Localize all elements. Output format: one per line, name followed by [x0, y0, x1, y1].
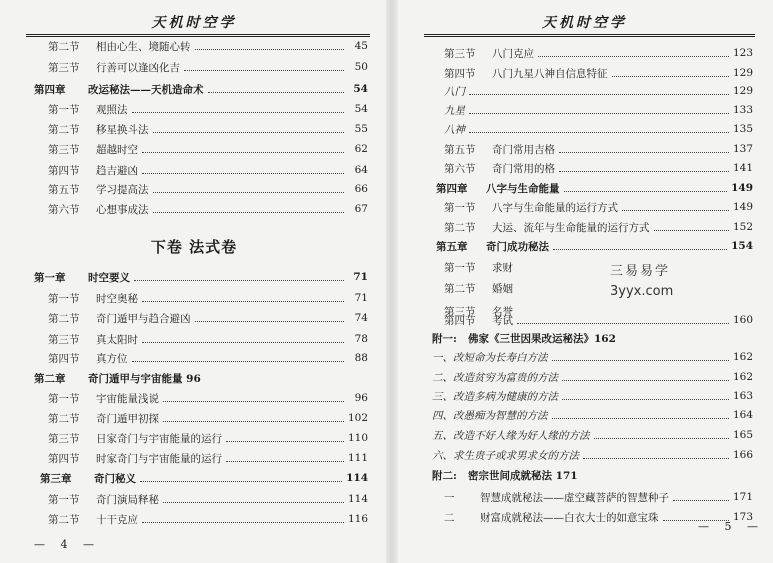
toc-section-entry [48, 58, 368, 76]
entry-title: 十干克应 [96, 513, 138, 526]
entry-number: 附一: [432, 332, 457, 345]
entry-number: 第六节 [444, 162, 476, 175]
entry-number: 第四节 [444, 314, 476, 327]
dot-leader [163, 502, 344, 503]
entry-number: 第四节 [444, 67, 476, 80]
dot-leader [134, 280, 344, 281]
dot-leader [553, 249, 727, 250]
toc-section-entry [444, 198, 753, 216]
dot-leader [673, 500, 729, 501]
toc-section-entry [48, 330, 368, 348]
entry-page-number: 96 [354, 392, 368, 404]
entry-title: 真太阳时 [96, 333, 138, 346]
dot-leader [195, 321, 345, 322]
entry-number: 第五节 [444, 143, 476, 156]
entry-number: 第一节 [48, 392, 80, 405]
toc-section-entry [48, 120, 368, 138]
entry-page-number: 154 [731, 240, 753, 252]
dot-leader [559, 171, 729, 172]
toc-section-entry [48, 510, 368, 528]
entry-title: 五、改造不好人缘为好人缘的方法 [432, 429, 590, 442]
entry-title: 超越时空 [96, 143, 138, 156]
entry-page-number: 162 [732, 371, 753, 383]
dot-leader [559, 152, 729, 153]
dot-leader [226, 461, 344, 462]
entry-title: 佛家《三世因果改运秘法》162 [468, 332, 616, 345]
entry-number: 第一节 [48, 493, 80, 506]
toc-section-entry [432, 368, 753, 386]
dot-leader [552, 418, 729, 419]
entry-number: 第三节 [48, 143, 80, 156]
entry-title: 心想事成法 [96, 203, 149, 216]
toc-chapter-entry [436, 237, 753, 255]
entry-page-number: 163 [732, 390, 753, 402]
entry-number: 第二节 [48, 513, 80, 526]
entry-page-number: 102 [347, 412, 368, 424]
entry-title: 婚姻 [492, 282, 513, 295]
watermark-url: 3yyx.com [610, 284, 674, 299]
dot-leader [142, 522, 344, 523]
toc-section-entry [444, 279, 593, 297]
entry-page-number: 114 [347, 493, 368, 505]
entry-title: 求财 [492, 261, 513, 274]
entry-title: 时空要义 [88, 271, 130, 284]
dot-leader [195, 49, 345, 50]
dot-leader [517, 323, 729, 324]
dot-leader [132, 361, 345, 362]
entry-page-number: 129 [732, 85, 753, 97]
header-rule [424, 34, 755, 37]
toc-section-entry [444, 488, 753, 506]
toc-section-entry [444, 101, 753, 119]
entry-title: 趋吉避凶 [96, 164, 138, 177]
dot-leader [208, 92, 345, 93]
dot-leader [562, 380, 729, 381]
entry-number: 第四章 [436, 182, 468, 195]
entry-title: 奇门遁甲与宇宙能量 96 [88, 372, 201, 385]
dot-leader [140, 481, 342, 482]
toc-chapter-entry [432, 466, 753, 484]
toc-section-entry [444, 258, 593, 276]
entry-title: 宇宙能量浅说 [96, 392, 159, 405]
entry-number: 第二节 [48, 412, 80, 425]
entry-title: 八门克应 [492, 47, 534, 60]
entry-title: 八门九星八神自信息特征 [492, 67, 608, 80]
dot-leader [142, 301, 344, 302]
dot-leader [163, 421, 344, 422]
entry-page-number: 164 [732, 409, 753, 421]
entry-number: 第四节 [48, 452, 80, 465]
dot-leader [583, 458, 729, 459]
entry-title: 改运秘法——天机造命术 [88, 83, 204, 96]
entry-number: 二 [444, 511, 455, 524]
entry-title: 日家奇门与宇宙能量的运行 [96, 432, 222, 445]
toc-section-entry [432, 426, 753, 444]
entry-title: 四、改愚痴为智慧的方法 [432, 409, 548, 422]
toc-chapter-entry [436, 179, 753, 197]
toc-section-entry [48, 429, 368, 447]
entry-page-number: 123 [732, 47, 753, 59]
toc-section-entry [432, 446, 753, 464]
toc-section-entry [48, 100, 368, 118]
running-head: 天机时空学 [151, 15, 237, 31]
entry-number: 第四节 [48, 164, 80, 177]
entry-title: 奇门遁甲初探 [96, 412, 159, 425]
entry-page-number: 149 [732, 201, 753, 213]
entry-title: 名誉 [492, 305, 513, 318]
entry-number: 第一节 [48, 292, 80, 305]
entry-title: 学习提高法 [96, 183, 149, 196]
toc-chapter-entry [432, 329, 753, 347]
entry-page-number: 114 [346, 472, 368, 484]
dot-leader [622, 210, 729, 211]
toc-chapter-entry [34, 80, 368, 98]
entry-number: 第一节 [444, 201, 476, 214]
entry-title: 二、改造贫穷为富贵的方法 [432, 371, 558, 384]
entry-page-number: 171 [732, 491, 753, 503]
dot-leader [163, 401, 344, 402]
dot-leader [612, 76, 729, 77]
dot-leader [594, 438, 729, 439]
dot-leader [564, 191, 728, 192]
dot-leader [153, 192, 345, 193]
entry-page-number: 62 [354, 143, 368, 155]
watermark [610, 262, 673, 302]
toc-chapter-entry [34, 369, 368, 387]
entry-number: 第二章 [34, 372, 66, 385]
entry-title: 大运、流年与生命能量的运行方式 [492, 221, 650, 234]
right-page [396, 0, 773, 563]
entry-number: 第二节 [48, 123, 80, 136]
entry-number: 第三节 [444, 305, 476, 318]
entry-title: 八字与生命能量 [486, 182, 560, 195]
entry-number: 第二节 [444, 282, 476, 295]
entry-title: 时家奇门与宇宙能量的运行 [96, 452, 222, 465]
entry-title: 真方位 [96, 352, 128, 365]
entry-page-number: 54 [354, 103, 368, 115]
running-head: 天机时空学 [542, 15, 627, 31]
entry-page-number: 71 [353, 271, 368, 283]
toc-section-entry [48, 490, 368, 508]
toc-section-entry [48, 289, 368, 307]
entry-page-number: 74 [354, 312, 368, 324]
dot-leader [153, 132, 345, 133]
dot-leader [142, 173, 344, 174]
toc-chapter-entry [34, 268, 368, 286]
toc-section-entry [444, 218, 753, 236]
entry-page-number: 78 [354, 333, 368, 345]
entry-page-number: 152 [732, 221, 753, 233]
toc-section-entry [48, 140, 368, 158]
entry-title: 智慧成就秘法——虚空藏菩萨的智慧种子 [480, 491, 669, 504]
toc-section-entry [48, 37, 368, 55]
entry-title: 奇门遁甲与趋合避凶 [96, 312, 191, 325]
dot-leader [132, 112, 345, 113]
toc-section-entry [48, 409, 368, 427]
dot-leader [469, 94, 729, 95]
entry-page-number: 67 [354, 203, 368, 215]
watermark-cn: 三易易学 [610, 264, 671, 279]
toc-chapter-entry [40, 469, 368, 487]
entry-number: 第二节 [48, 312, 80, 325]
entry-number: 第二节 [48, 40, 80, 53]
entry-number: 第三节 [48, 333, 80, 346]
entry-page-number: 50 [354, 61, 368, 73]
toc-section-entry [48, 200, 368, 218]
entry-title: 考试 [492, 314, 513, 327]
entry-page-number: 133 [732, 104, 753, 116]
entry-page-number: 137 [732, 143, 753, 155]
entry-title: 奇门演局释秘 [96, 493, 159, 506]
toc-section-entry [432, 387, 753, 405]
entry-page-number: 135 [732, 123, 753, 135]
entry-title: 移星换斗法 [96, 123, 149, 136]
toc-section-entry [444, 44, 753, 62]
dot-leader [552, 360, 729, 361]
entry-title: 奇门成功秘法 [486, 240, 549, 253]
entry-page-number: 116 [347, 513, 368, 525]
entry-page-number: 166 [732, 449, 753, 461]
toc-section-entry [444, 82, 753, 100]
entry-number: 第五节 [48, 183, 80, 196]
entry-title: 八神 [444, 123, 465, 136]
dot-leader [654, 230, 729, 231]
toc-section-entry [444, 140, 753, 158]
toc-section-entry [444, 311, 753, 329]
entry-title: 三、改造多病为健康的方法 [432, 390, 558, 403]
entry-number: 第三节 [444, 47, 476, 60]
entry-number: 第六节 [48, 203, 80, 216]
entry-page-number: 64 [354, 164, 368, 176]
entry-number: 第三节 [48, 61, 80, 74]
entry-page-number: 129 [732, 67, 753, 79]
entry-title: 六、求生贵子或求男求女的方法 [432, 449, 579, 462]
entry-number: 第三节 [48, 432, 80, 445]
entry-page-number: 111 [347, 452, 368, 464]
toc-section-entry [48, 449, 368, 467]
entry-title: 奇门常用的格 [492, 162, 555, 175]
entry-number: 第一章 [34, 271, 66, 284]
entry-page-number: 54 [353, 83, 368, 95]
entry-page-number: 162 [732, 351, 753, 363]
toc-section-entry [444, 120, 753, 138]
dot-leader [469, 113, 729, 114]
entry-title: 观照法 [96, 103, 128, 116]
entry-page-number: 141 [732, 162, 753, 174]
entry-title: 奇门秘义 [94, 472, 136, 485]
entry-page-number: 71 [354, 292, 368, 304]
page-number: — 4 — [34, 538, 100, 551]
toc-section-entry [444, 64, 753, 82]
entry-title: 八字与生命能量的运行方式 [492, 201, 618, 214]
entry-number: 第一节 [48, 103, 80, 116]
toc-section-entry [48, 389, 368, 407]
entry-title: 行善可以逢凶化吉 [96, 61, 180, 74]
part-title: 下卷 法式卷 [150, 238, 238, 256]
entry-page-number: 45 [354, 40, 368, 52]
dot-leader [538, 56, 729, 57]
entry-page-number: 160 [732, 314, 753, 326]
toc-section-entry [432, 406, 753, 424]
entry-page-number: 173 [732, 511, 753, 523]
entry-page-number: 55 [354, 123, 368, 135]
toc-section-entry [48, 180, 368, 198]
entry-number: 第一节 [444, 261, 476, 274]
toc-section-entry [444, 159, 753, 177]
entry-page-number: 165 [732, 429, 753, 441]
entry-title: 一、改短命为长寿白方法 [432, 351, 548, 364]
entry-page-number: 149 [731, 182, 753, 194]
dot-leader [153, 212, 345, 213]
entry-number: 附二: [432, 469, 457, 482]
dot-leader [469, 132, 729, 133]
dot-leader [184, 70, 344, 71]
entry-page-number: 66 [354, 183, 368, 195]
page-number: — 5 — [698, 520, 764, 533]
toc-section-entry [48, 309, 368, 327]
entry-number: 第三章 [40, 472, 72, 485]
entry-title: 八门 [444, 85, 465, 98]
dot-leader [226, 441, 344, 442]
entry-number: 第四节 [48, 352, 80, 365]
entry-title: 相由心生、境随心转 [96, 40, 191, 53]
entry-page-number: 110 [347, 432, 368, 444]
entry-title: 九星 [444, 104, 465, 117]
dot-leader [142, 342, 344, 343]
entry-title: 财富成就秘法——白衣大士的如意宝珠 [480, 511, 659, 524]
toc-section-entry [48, 161, 368, 179]
toc-section-entry [432, 348, 753, 366]
entry-page-number: 88 [354, 352, 368, 364]
entry-number: 一 [444, 491, 455, 504]
entry-number: 第二节 [444, 221, 476, 234]
entry-title: 时空奥秘 [96, 292, 138, 305]
dot-leader [562, 399, 729, 400]
entry-number: 第四章 [34, 83, 66, 96]
entry-title: 密宗世间成就秘法 171 [468, 469, 578, 482]
entry-title: 奇门常用吉格 [492, 143, 555, 156]
entry-number: 第五章 [436, 240, 468, 253]
dot-leader [142, 152, 344, 153]
toc-section-entry [48, 349, 368, 367]
